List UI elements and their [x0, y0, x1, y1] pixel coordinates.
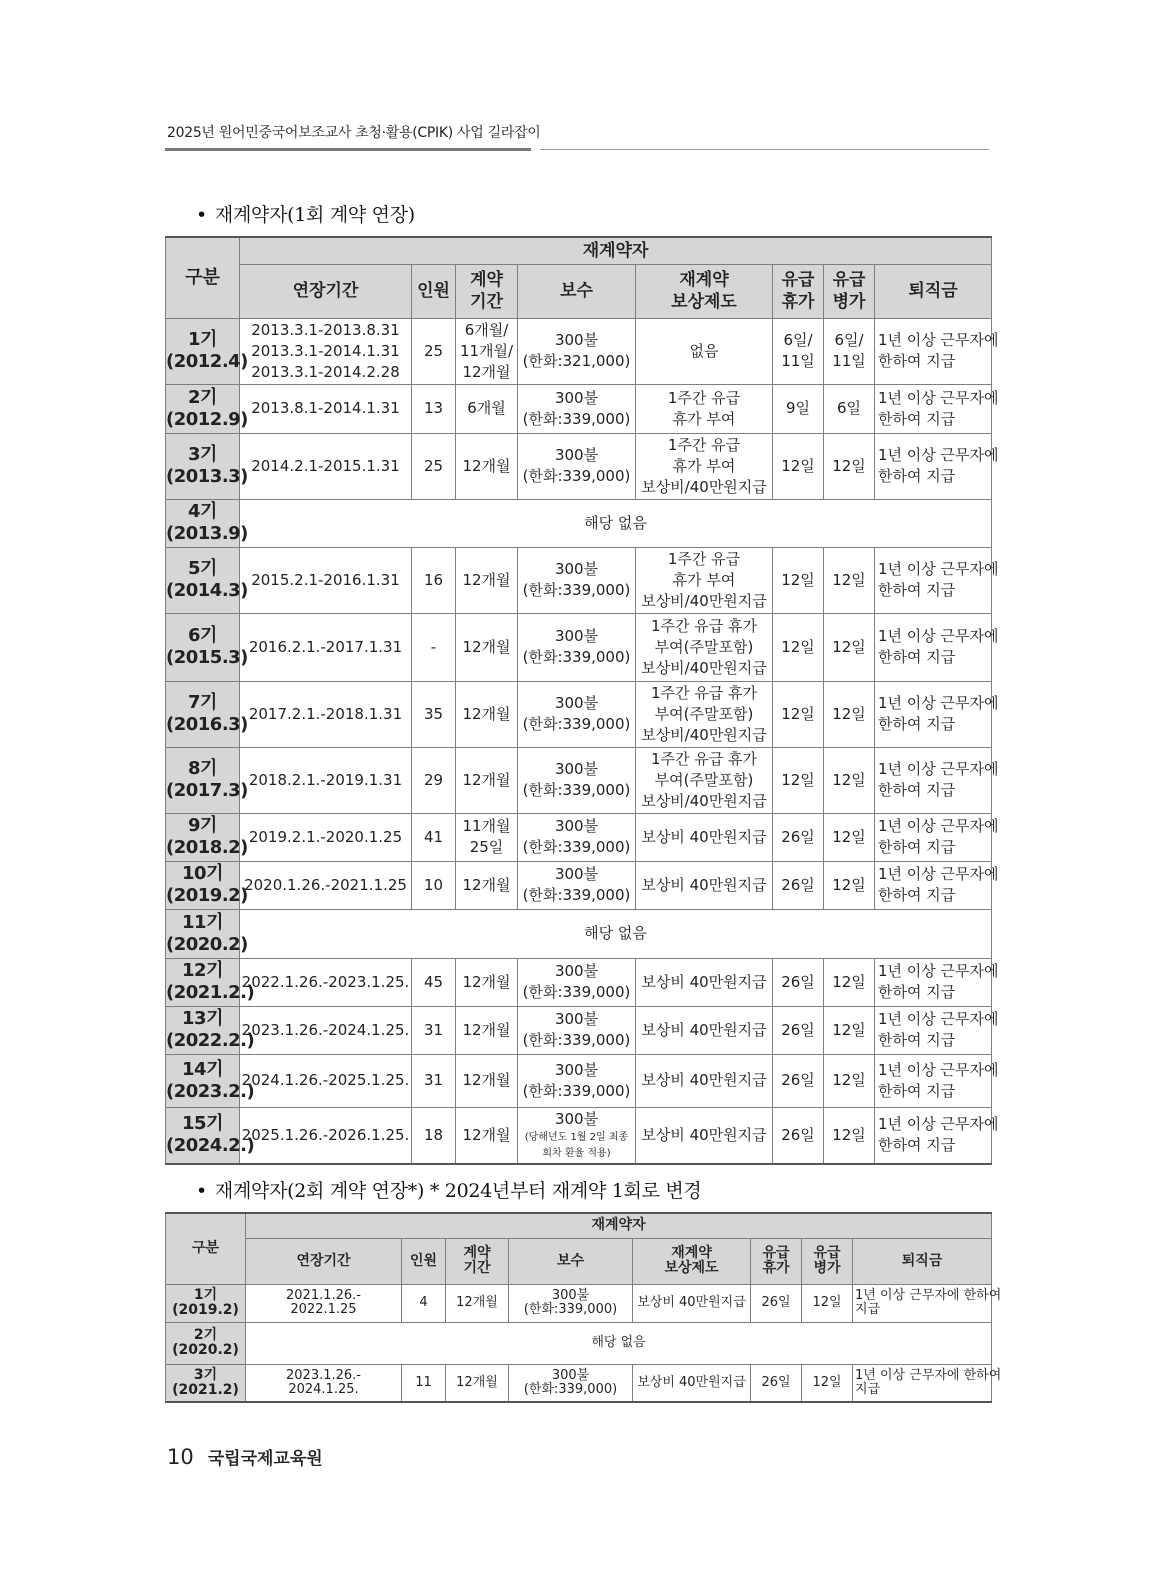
term-cell: 6개월	[456, 384, 518, 433]
table-row	[166, 613, 992, 681]
comp-cell: 보상비 40만원지급	[633, 1364, 751, 1402]
comp-cell: 1주간 유급 휴가 부여(주말포함) 보상비/40만원지급	[636, 681, 773, 747]
header-leave: 유급 휴가	[773, 264, 824, 318]
row-gubun-cell: 2기 (2012.9)	[166, 384, 240, 433]
count-cell: 31	[412, 1054, 456, 1107]
term-cell: 12개월	[456, 747, 518, 813]
header-comp: 재계약 보상제도	[633, 1238, 751, 1284]
row-gubun-cell: 12기 (2021.2.)	[166, 958, 240, 1006]
table-row	[166, 547, 992, 613]
leave-cell: 12일	[773, 433, 824, 499]
severance-cell: 1년 이상 근무자에 한하여 지급	[875, 613, 992, 681]
sick-cell: 12일	[824, 433, 875, 499]
page-footer	[167, 1444, 323, 1469]
severance-cell: 1년 이상 근무자에 한하여 지급	[875, 433, 992, 499]
leave-cell: 12일	[773, 747, 824, 813]
sick-cell: 6일/ 11일	[824, 318, 875, 384]
sick-cell: 12일	[802, 1284, 853, 1322]
sick-cell: 12일	[824, 861, 875, 909]
section2-heading-text: 재계약자(2회 계약 연장*) * 2024년부터 재계약 1회로 변경	[214, 1180, 702, 1202]
count-cell: 16	[412, 547, 456, 613]
row-gubun-cell: 11기 (2020.2)	[166, 909, 240, 958]
count-cell: 29	[412, 747, 456, 813]
severance-cell: 1년 이상 근무자에 한하여 지급	[875, 681, 992, 747]
running-header-title: 2025년 원어민중국어보조교사 초청·활용(CPIK) 사업 길라잡이	[167, 125, 541, 141]
row-gubun-cell: 15기 (2024.2.)	[166, 1107, 240, 1164]
pay-cell: 300불 (한화:339,000)	[518, 384, 636, 433]
count-cell: 25	[412, 433, 456, 499]
header-severance: 퇴직금	[853, 1238, 992, 1284]
leave-cell: 26일	[773, 958, 824, 1006]
pay-cell: 300불 (한화:339,000)	[518, 1006, 636, 1054]
recontract-table-2	[165, 1212, 1002, 1403]
pay-cell: 300불 (당해년도 1월 2일 최종 회차 환율 적용)	[518, 1107, 636, 1164]
sick-cell: 12일	[824, 1107, 875, 1164]
severance-cell: 1년 이상 근무자에 한하여 지급	[875, 861, 992, 909]
header-rule-light	[540, 149, 989, 150]
comp-cell: 1주간 유급 휴가 부여(주말포함) 보상비/40만원지급	[636, 613, 773, 681]
count-cell: 41	[412, 813, 456, 861]
leave-cell: 26일	[751, 1284, 802, 1322]
comp-cell: 1주간 유급 휴가 부여 보상비/40만원지급	[636, 547, 773, 613]
row-gubun-cell: 7기 (2016.3)	[166, 681, 240, 747]
term-cell: 12개월	[456, 1054, 518, 1107]
header-sick: 유급 병가	[802, 1238, 853, 1284]
severance-cell: 1년 이상 근무자에 한하여 지급	[875, 1006, 992, 1054]
period-cell: 2015.2.1-2016.1.31	[240, 547, 412, 613]
table-row	[166, 1054, 992, 1107]
table-row	[166, 1364, 992, 1402]
severance-cell: 1년 이상 근무자에 한하여 지급	[875, 547, 992, 613]
header-severance: 퇴직금	[875, 264, 992, 318]
comp-cell: 없음	[636, 318, 773, 384]
pay-cell: 300불 (한화:321,000)	[518, 318, 636, 384]
table-row	[166, 958, 992, 1006]
row-gubun-cell: 3기 (2013.3)	[166, 433, 240, 499]
header-rule-dark	[165, 148, 531, 151]
section2-heading	[196, 1176, 701, 1203]
bullet-icon: •	[196, 1180, 207, 1202]
comp-cell: 보상비 40만원지급	[636, 958, 773, 1006]
term-cell: 11개월 25일	[456, 813, 518, 861]
sick-cell: 12일	[824, 813, 875, 861]
count-cell: 45	[412, 958, 456, 1006]
term-cell: 12개월	[456, 547, 518, 613]
row-gubun-cell: 10기 (2019.2)	[166, 861, 240, 909]
count-cell: 18	[412, 1107, 456, 1164]
term-cell: 12개월	[456, 1006, 518, 1054]
period-cell: 2025.1.26.-2026.1.25.	[240, 1107, 412, 1164]
row-gubun-cell: 1기 (2012.4)	[166, 318, 240, 384]
no-data-cell: 해당 없음	[240, 499, 992, 547]
sick-cell: 12일	[824, 681, 875, 747]
period-cell: 2020.1.26.-2021.1.25	[240, 861, 412, 909]
organization-name: 국립국제교육원	[207, 1449, 323, 1469]
comp-cell: 보상비 40만원지급	[636, 1054, 773, 1107]
comp-cell: 보상비 40만원지급	[636, 1006, 773, 1054]
header-period: 연장기간	[246, 1238, 402, 1284]
severance-cell: 1년 이상 근무자에 한하여 지급	[875, 318, 992, 384]
table-row	[166, 1284, 992, 1322]
table-row	[166, 318, 992, 384]
term-cell: 12개월	[456, 613, 518, 681]
term-cell: 12개월	[456, 681, 518, 747]
severance-cell: 1년 이상 근무자에 한하여 지급	[875, 1054, 992, 1107]
leave-cell: 6일/ 11일	[773, 318, 824, 384]
no-data-cell: 해당 없음	[246, 1322, 992, 1364]
header-sick: 유급 병가	[824, 264, 875, 318]
pay-cell: 300불 (한화:339,000)	[518, 681, 636, 747]
term-cell: 12개월	[446, 1284, 509, 1322]
leave-cell: 12일	[773, 547, 824, 613]
leave-cell: 26일	[773, 861, 824, 909]
leave-cell: 9일	[773, 384, 824, 433]
table-row	[166, 861, 992, 909]
section1-heading-text: 재계약자(1회 계약 연장)	[214, 204, 415, 226]
row-gubun-cell: 13기 (2022.2.)	[166, 1006, 240, 1054]
period-cell: 2023.1.26.-2024.1.25.	[240, 1006, 412, 1054]
term-cell: 12개월	[456, 433, 518, 499]
period-cell: 2016.2.1.-2017.1.31	[240, 613, 412, 681]
header-group: 재계약자	[246, 1213, 992, 1238]
row-gubun-cell: 6기 (2015.3)	[166, 613, 240, 681]
sick-cell: 12일	[802, 1364, 853, 1402]
table-row	[166, 681, 992, 747]
period-cell: 2017.2.1.-2018.1.31	[240, 681, 412, 747]
comp-cell: 1주간 유급 휴가 부여(주말포함) 보상비/40만원지급	[636, 747, 773, 813]
header-comp: 재계약 보상제도	[636, 264, 773, 318]
period-cell: 2013.3.1-2013.8.31 2013.3.1-2014.1.31 2013.3.1-2014.2.28	[240, 318, 412, 384]
comp-cell: 보상비 40만원지급	[633, 1284, 751, 1322]
table-row	[166, 1107, 992, 1164]
severance-cell: 1년 이상 근무자에 한하여 지급	[875, 747, 992, 813]
count-cell: 4	[402, 1284, 446, 1322]
count-cell: 11	[402, 1364, 446, 1402]
leave-cell: 26일	[773, 813, 824, 861]
header-period: 연장기간	[240, 264, 412, 318]
table-row	[166, 909, 992, 958]
sick-cell: 12일	[824, 747, 875, 813]
header-term: 계약 기간	[456, 264, 518, 318]
sick-cell: 12일	[824, 1006, 875, 1054]
table-row	[166, 813, 992, 861]
term-cell: 12개월	[456, 861, 518, 909]
table-row	[166, 499, 992, 547]
leave-cell: 26일	[773, 1006, 824, 1054]
leave-cell: 26일	[773, 1107, 824, 1164]
period-cell: 2019.2.1.-2020.1.25	[240, 813, 412, 861]
row-gubun-cell: 5기 (2014.3)	[166, 547, 240, 613]
comp-cell: 1주간 유급 휴가 부여 보상비/40만원지급	[636, 433, 773, 499]
bullet-icon: •	[196, 204, 207, 226]
period-cell: 2013.8.1-2014.1.31	[240, 384, 412, 433]
severance-cell: 1년 이상 근무자에 한하여 지급	[853, 1364, 992, 1402]
term-cell: 12개월	[456, 958, 518, 1006]
leave-cell: 26일	[751, 1364, 802, 1402]
pay-cell: 300불 (한화:339,000)	[518, 813, 636, 861]
sick-cell: 12일	[824, 1054, 875, 1107]
header-gubun: 구분	[166, 237, 240, 318]
row-gubun-cell: 2기 (2020.2)	[166, 1322, 246, 1364]
no-data-cell: 해당 없음	[240, 909, 992, 958]
page-number: 10	[167, 1445, 194, 1469]
comp-cell: 보상비 40만원지급	[636, 813, 773, 861]
sick-cell: 12일	[824, 958, 875, 1006]
row-gubun-cell: 9기 (2018.2)	[166, 813, 240, 861]
sick-cell: 6일	[824, 384, 875, 433]
leave-cell: 12일	[773, 613, 824, 681]
pay-cell: 300불 (한화:339,000)	[509, 1284, 633, 1322]
term-cell: 6개월/ 11개월/ 12개월	[456, 318, 518, 384]
period-cell: 2021.1.26.- 2022.1.25	[246, 1284, 402, 1322]
term-cell: 12개월	[446, 1364, 509, 1402]
row-gubun-cell: 3기 (2021.2)	[166, 1364, 246, 1402]
pay-note: (당해년도 1월 2일 최종	[524, 1131, 629, 1143]
period-cell: 2014.2.1-2015.1.31	[240, 433, 412, 499]
row-gubun-cell: 8기 (2017.3)	[166, 747, 240, 813]
severance-cell: 1년 이상 근무자에 한하여 지급	[875, 384, 992, 433]
table2-body	[166, 1284, 1002, 1402]
pay-cell: 300불 (한화:339,000)	[518, 747, 636, 813]
leave-cell: 12일	[773, 681, 824, 747]
header-leave: 유급 휴가	[751, 1238, 802, 1284]
count-cell: 10	[412, 861, 456, 909]
table-row	[166, 1006, 992, 1054]
section1-heading	[196, 200, 415, 227]
count-cell: 25	[412, 318, 456, 384]
sick-cell: 12일	[824, 547, 875, 613]
header-count: 인원	[412, 264, 456, 318]
row-gubun-cell: 14기 (2023.2.)	[166, 1054, 240, 1107]
header-pay: 보수	[509, 1238, 633, 1284]
comp-cell: 보상비 40만원지급	[636, 1107, 773, 1164]
pay-cell: 300불 (한화:339,000)	[518, 861, 636, 909]
pay-cell: 300불 (한화:339,000)	[518, 613, 636, 681]
pay-cell: 300불 (한화:339,000)	[518, 547, 636, 613]
severance-cell: 1년 이상 근무자에 한하여 지급	[875, 813, 992, 861]
count-cell: -	[412, 613, 456, 681]
severance-cell: 1년 이상 근무자에 한하여 지급	[875, 958, 992, 1006]
count-cell: 31	[412, 1006, 456, 1054]
table1-body	[166, 318, 999, 1164]
table-row	[166, 433, 992, 499]
header-group: 재계약자	[240, 237, 992, 264]
count-cell: 13	[412, 384, 456, 433]
period-cell: 2022.1.26.-2023.1.25.	[240, 958, 412, 1006]
recontract-table-1	[165, 236, 999, 1165]
pay-note: 회차 환율 적용)	[542, 1147, 611, 1159]
header-gubun: 구분	[166, 1213, 246, 1284]
severance-cell: 1년 이상 근무자에 한하여 지급	[875, 1107, 992, 1164]
header-pay: 보수	[518, 264, 636, 318]
pay-cell: 300불 (한화:339,000)	[518, 1054, 636, 1107]
leave-cell: 26일	[773, 1054, 824, 1107]
comp-cell: 1주간 유급 휴가 부여	[636, 384, 773, 433]
severance-cell: 1년 이상 근무자에 한하여 지급	[853, 1284, 992, 1322]
period-cell: 2024.1.26.-2025.1.25.	[240, 1054, 412, 1107]
comp-cell: 보상비 40만원지급	[636, 861, 773, 909]
table-row	[166, 747, 992, 813]
sick-cell: 12일	[824, 613, 875, 681]
pay-cell: 300불 (한화:339,000)	[518, 433, 636, 499]
period-cell: 2023.1.26.- 2024.1.25.	[246, 1364, 402, 1402]
period-cell: 2018.2.1.-2019.1.31	[240, 747, 412, 813]
row-gubun-cell: 4기 (2013.9)	[166, 499, 240, 547]
table-row	[166, 1322, 992, 1364]
pay-cell: 300불 (한화:339,000)	[518, 958, 636, 1006]
term-cell: 12개월	[456, 1107, 518, 1164]
header-count: 인원	[402, 1238, 446, 1284]
row-gubun-cell: 1기 (2019.2)	[166, 1284, 246, 1322]
table-row	[166, 384, 992, 433]
header-term: 계약 기간	[446, 1238, 509, 1284]
pay-cell: 300불 (한화:339,000)	[509, 1364, 633, 1402]
count-cell: 35	[412, 681, 456, 747]
